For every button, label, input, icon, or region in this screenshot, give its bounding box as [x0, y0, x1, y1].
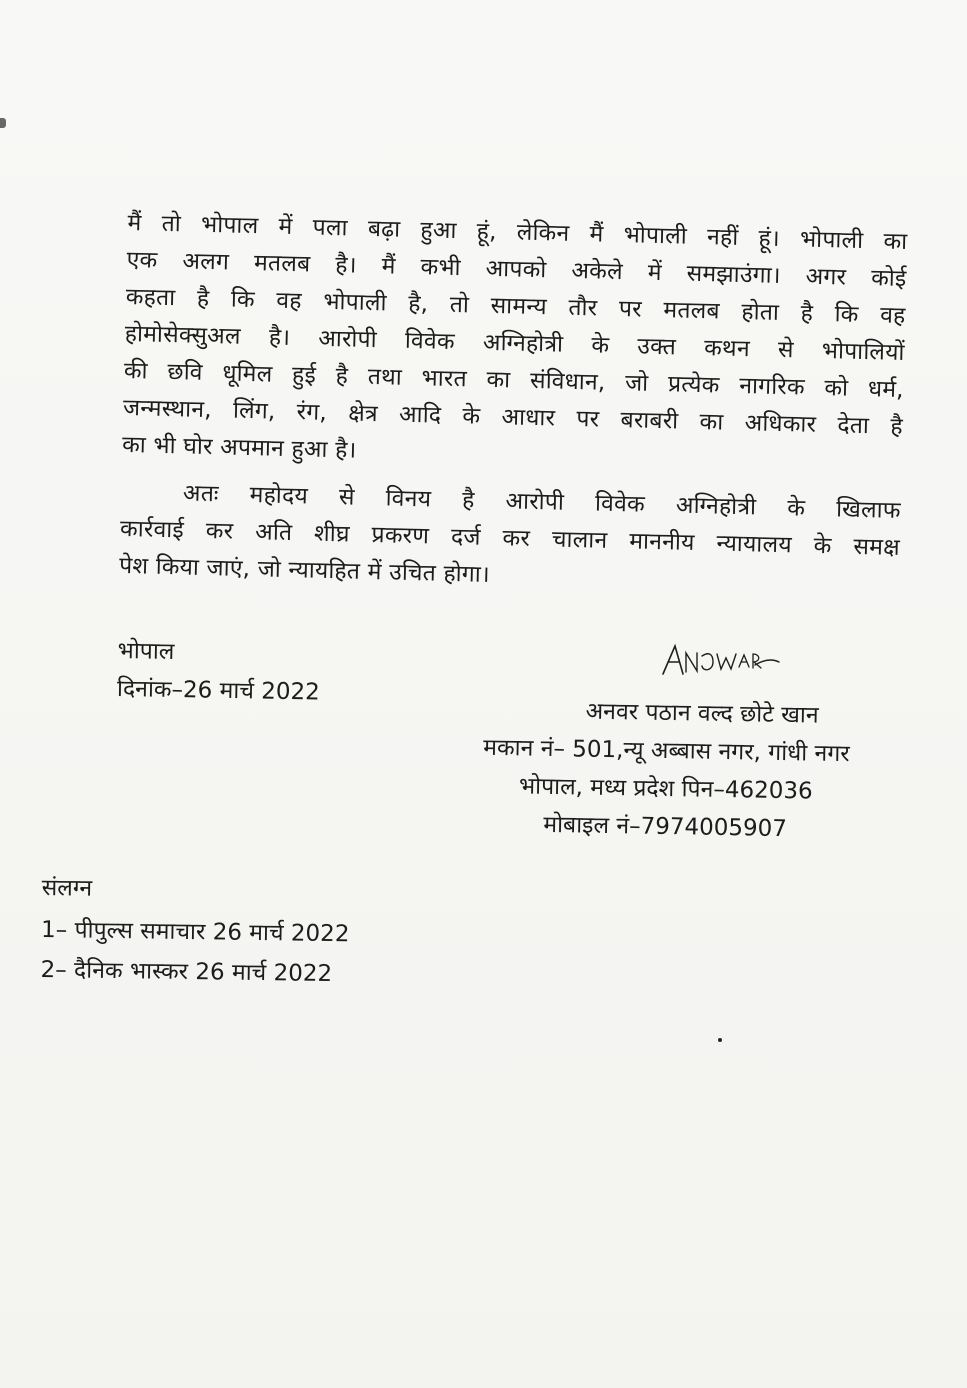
place-date-block — [117, 632, 321, 712]
sender-mobile: मोबाइल नं–7974005907 — [543, 811, 788, 843]
request-line-2: कार्रवाई कर अति शीघ्र प्रकरण दर्ज कर चालान माननीय न्यायालय के समक्ष — [119, 515, 901, 561]
attachments-block — [40, 868, 350, 994]
place-label: भोपाल — [117, 637, 175, 665]
sender-name: अनवर पठान वल्द छोटे खान — [585, 698, 819, 729]
margin-mark — [0, 118, 6, 128]
body-line-4: होमोसेक्सुअल है। आरोपी विवेक अग्निहोत्री के उक्त कथन से भोपालियों — [124, 320, 905, 367]
letter-body — [119, 205, 908, 604]
body-line-7: का भी घोर अपमान हुआ है। — [121, 431, 357, 464]
body-line-2: एक अलग मतलब है। मैं कभी आपको अकेले में समझाउंगा। अगर कोई — [126, 246, 907, 293]
sender-address-block — [437, 690, 895, 850]
attachments-title: संलग्न — [41, 874, 93, 902]
sender-address-line-2: भोपाल, मध्य प्रदेश पिन–462036 — [518, 773, 813, 805]
handwritten-signature — [655, 638, 785, 686]
sender-address-line-1: मकान नं– 501,न्यू अब्बास नगर, गांधी नगर — [483, 734, 850, 768]
request-paragraph — [119, 474, 901, 604]
body-line-5: की छवि धूमिल हुई है तथा भारत का संविधान, जो प्रत्येक नागरिक को धर्म, — [123, 357, 905, 404]
body-line-1: मैं तो भोपाल में पला बढ़ा हुआ हूं, लेकिन मैं भोपाली नहीं हूं। भोपाली का — [127, 209, 908, 256]
request-line-1: अतः महोदय से विनय है आरोपी विवेक अग्निहोत्री के खिलाफ — [182, 480, 902, 524]
stray-dot — [718, 1038, 722, 1042]
attachment-item-1: 1– पीपुल्स समाचार 26 मार्च 2022 — [40, 916, 350, 948]
request-line-3: पेश किया जाएं, जो न्यायहित में उचित होगा। — [118, 552, 491, 588]
attachment-item-2: 2– दैनिक भास्कर 26 मार्च 2022 — [40, 956, 333, 988]
date-label: दिनांक–26 मार्च 2022 — [116, 675, 320, 706]
body-line-3: कहता है कि वह भोपाली है, तो सामन्य तौर पर मतलब होता है कि वह — [125, 283, 906, 330]
body-line-6: जन्मस्थान, लिंग, रंग, क्षेत्र आदि के आधार पर बराबरी का अधिकार देता है — [122, 394, 904, 440]
